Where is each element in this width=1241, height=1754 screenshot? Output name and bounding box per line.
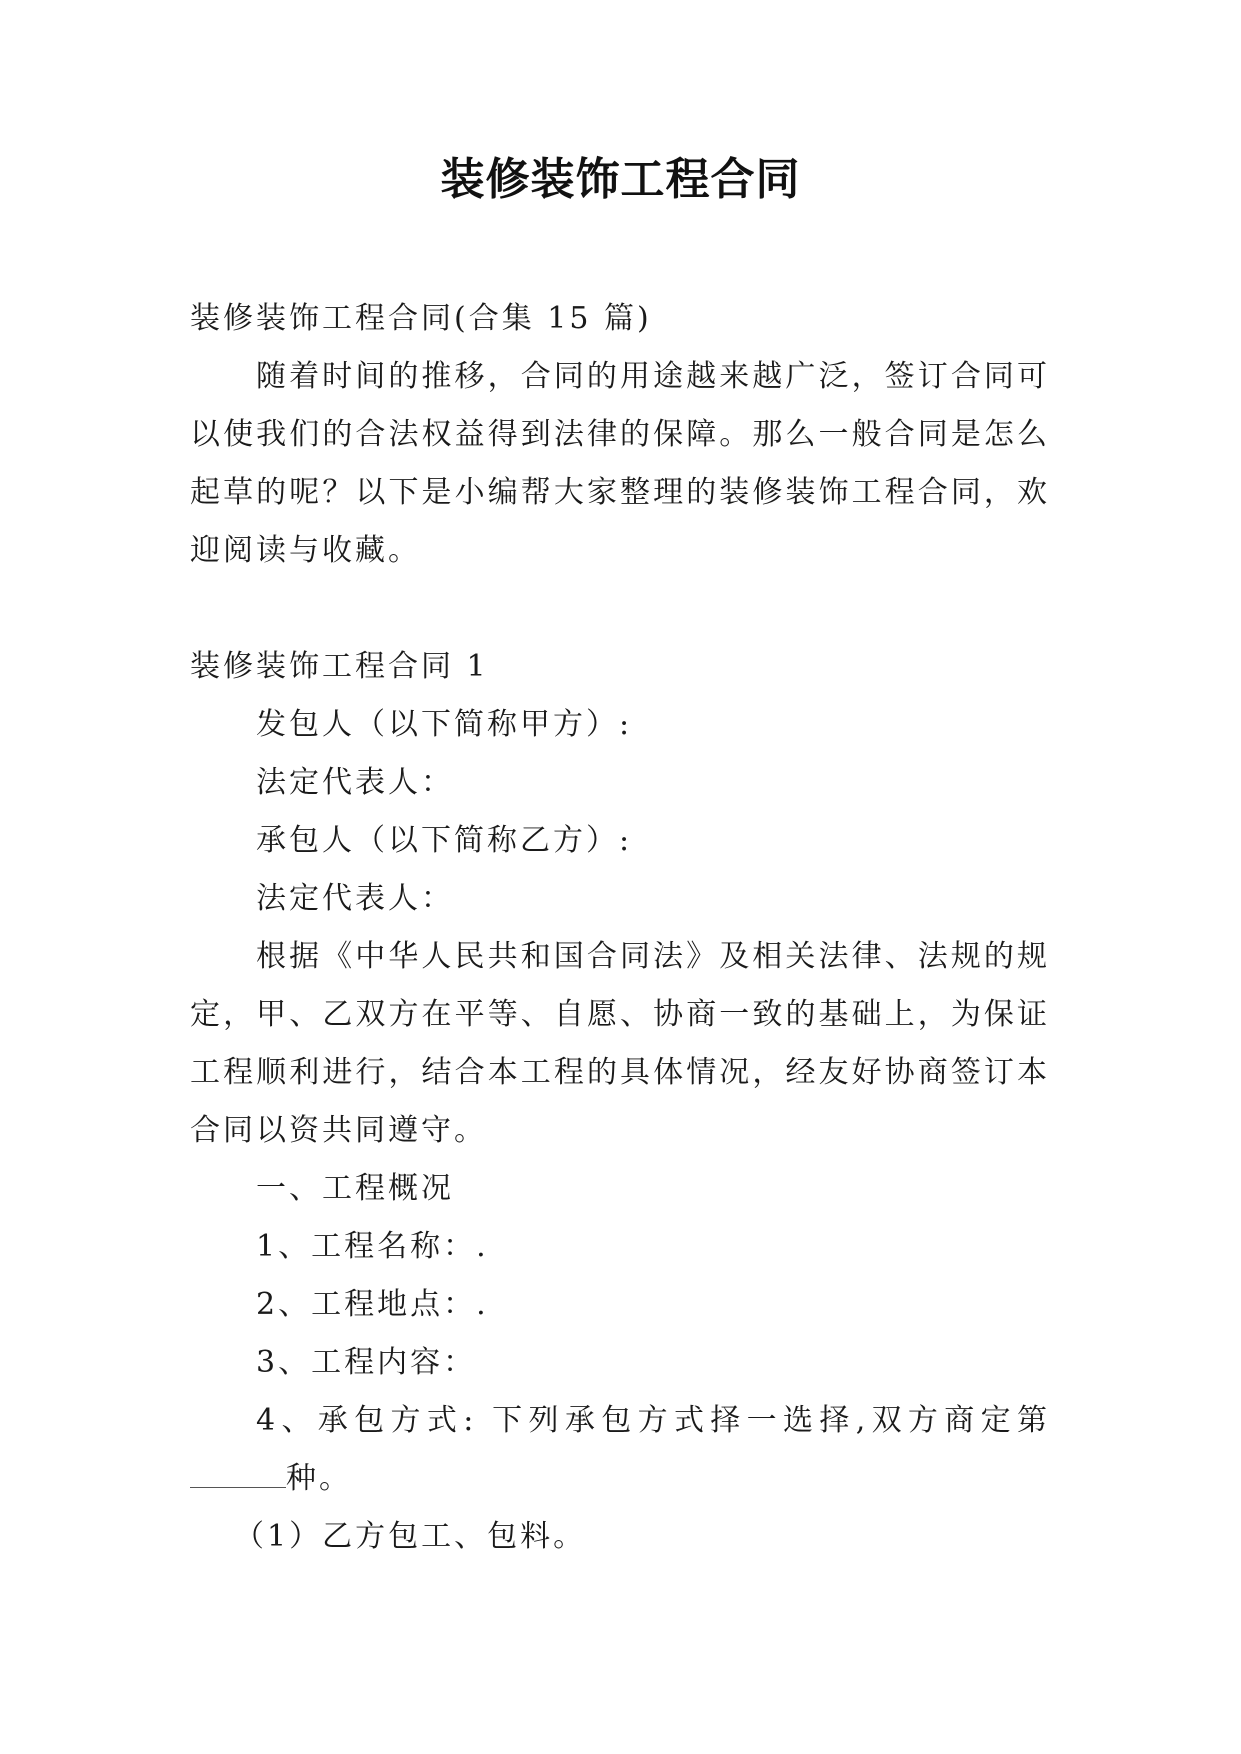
party-b-line: 承包人（以下简称乙方）: bbox=[256, 823, 633, 858]
contract-method-suffix: 种。 bbox=[286, 1461, 352, 1496]
party-a-line: 发包人（以下简称甲方）: bbox=[256, 707, 633, 742]
document-title: 装修装饰工程合同 bbox=[440, 154, 801, 205]
basis-paragraph: 根据《中华人民共和国合同法》及相关法律、法规的规定，甲、乙双方在平等、自愿、协商一致的基础上，为保证工程顺利进行，结合本工程的具体情况，经友好协商签订本合同以资共同遵守。 bbox=[190, 939, 1050, 1148]
party-b-representative-line: 法定代表人： bbox=[256, 881, 454, 916]
intro-paragraph: 随着时间的推移，合同的用途越来越广泛，签订合同可以使我们的合法权益得到法律的保障。那么一般合同是怎么起草的呢？以下是小编帮大家整理的装修装饰工程合同，欢迎阅读与收藏。 bbox=[190, 359, 1050, 568]
item-contract-method bbox=[190, 1392, 1050, 1508]
item-project-content: 3、工程内容： bbox=[256, 1345, 477, 1380]
document-body bbox=[190, 290, 1050, 1566]
item-project-location: 2、工程地点：. bbox=[256, 1287, 489, 1322]
option-labor-and-materials: （1）乙方包工、包料。 bbox=[234, 1519, 587, 1554]
part-one-heading: 一、工程概况 bbox=[256, 1171, 454, 1206]
item-project-name: 1、工程名称：. bbox=[256, 1229, 489, 1264]
contract-method-text: 4、承包方式: 下列承包方式择一选择,双方商定第 bbox=[256, 1403, 1050, 1438]
section-heading: 装修装饰工程合同 1 bbox=[190, 649, 489, 684]
fill-in-blank bbox=[190, 1463, 286, 1488]
collection-heading: 装修装饰工程合同(合集 15 篇) bbox=[190, 301, 652, 336]
party-a-representative-line: 法定代表人： bbox=[256, 765, 454, 800]
